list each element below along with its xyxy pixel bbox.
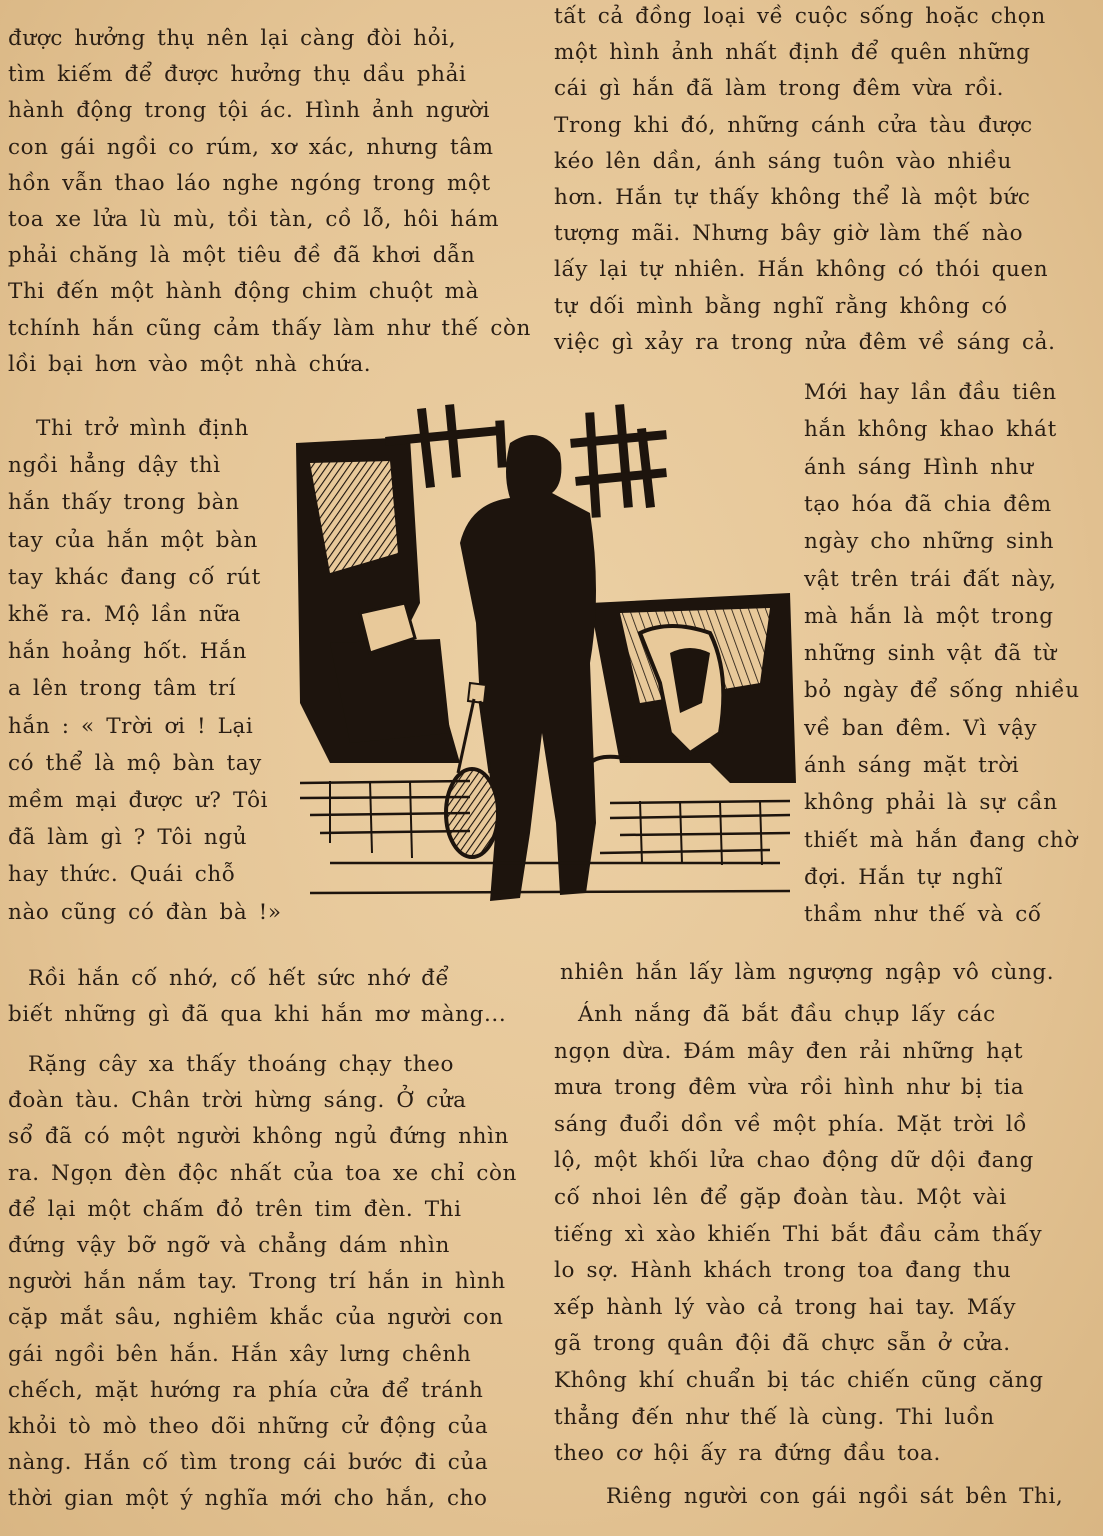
text-line: hơn. Hắn tự thấy không thể là một bức: [554, 185, 1031, 210]
text-line: phải chăng là một tiêu đề đã khơi dẫn: [8, 243, 476, 269]
text-line: ánh sáng Hình như: [804, 454, 1034, 480]
text-line: thẳng đến như thế là cùng. Thi luồn: [554, 1404, 995, 1430]
text-line: thiết mà hắn đang chờ: [804, 827, 1078, 853]
text-line: kéo lên dần, ánh sáng tuôn vào nhiều: [554, 148, 1013, 174]
text-line: ngọn dừa. Đám mây đen rải những hạt: [554, 1038, 1024, 1064]
text-line: hắn hoảng hốt. Hắn: [8, 639, 247, 665]
text-line: cặp mắt sâu, nghiêm khắc của người con: [8, 1305, 504, 1331]
text-line: chếch, mặt hướng ra phía cửa để tránh: [8, 1377, 484, 1403]
text-line: thời gian một ý nghĩa mới cho hắn, cho: [8, 1486, 488, 1512]
text-line: Trong khi đó, những cánh cửa tàu được: [554, 112, 1033, 138]
text-line: Thi đến một hành động chim chuột mà: [8, 279, 480, 305]
text-line: gã trong quân đội đã chực sẵn ở cửa.: [554, 1331, 1011, 1357]
text-line: thầm như thế và cố: [804, 902, 1042, 928]
text-line: tchính hắn cũng cảm thấy làm như thế còn: [8, 315, 532, 341]
text-line: tạo hóa đã chia đêm: [804, 491, 1052, 517]
text-line: tự dối mình bằng nghĩ rằng không có: [554, 293, 1008, 319]
text-line: cố nhoi lên để gặp đoàn tàu. Một vài: [554, 1185, 1007, 1210]
text-line: ánh sáng mặt trời: [804, 753, 1020, 778]
text-line: cái gì hắn đã làm trong đêm vừa rồi.: [554, 76, 1005, 102]
text-line: vật trên trái đất này,: [804, 566, 1057, 592]
text-line: Thi trở mình định: [36, 416, 249, 441]
text-line: hay thức. Quái chỗ: [8, 862, 236, 888]
text-line: biết những gì đã qua khi hắn mơ màng...: [8, 1002, 507, 1027]
text-line: Ánh nắng đã bắt đầu chụp lấy các: [578, 1002, 996, 1027]
text-line: mà hắn là một trong: [804, 603, 1054, 629]
text-line: khẽ ra. Mộ lần nữa: [8, 602, 242, 627]
text-line: tiếng xì xào khiến Thi bắt đầu cảm thấy: [554, 1221, 1043, 1247]
text-line: Riêng người con gái ngồi sát bên Thi,: [606, 1484, 1064, 1509]
text-line: sổ đã có một người không ngủ đứng nhìn: [8, 1124, 509, 1150]
text-line: hắn : « Trời ơi ! Lại: [8, 713, 254, 739]
text-line: đứng vậy bỡ ngỡ và chẳng dám nhìn: [8, 1233, 450, 1258]
text-line: ra. Ngọn đèn độc nhất của toa xe chỉ còn: [8, 1160, 517, 1186]
text-line: Rồi hắn cố nhớ, cố hết sức nhớ để: [28, 966, 450, 991]
text-line: Mới hay lần đầu tiên: [804, 380, 1057, 405]
text-line: tay khác đang cố rút: [8, 564, 261, 590]
text-line: con gái ngồi co rúm, xơ xác, nhưng tâm: [8, 134, 494, 160]
text-line: đã làm gì ? Tôi ngủ: [8, 825, 248, 851]
text-line: khỏi tò mò theo dõi những cử động của: [8, 1414, 489, 1439]
text-line: tay của hắn một bàn: [8, 527, 258, 553]
text-line: được hưởng thụ nên lại càng đòi hỏi,: [8, 26, 457, 51]
woodcut-illustration: [290, 403, 798, 915]
text-line: người hắn nắm tay. Trong trí hắn in hình: [8, 1269, 506, 1295]
text-line: bỏ ngày để sống nhiều: [804, 678, 1080, 704]
text-line: đoàn tàu. Chân trời hừng sáng. Ở cửa: [8, 1088, 467, 1114]
text-line: đợi. Hắn tự nghĩ: [804, 864, 1003, 890]
text-line: a lên trong tâm trí: [8, 676, 237, 702]
text-line: mềm mại được ư? Tôi: [8, 788, 269, 813]
text-line: về ban đêm. Vì vậy: [804, 715, 1038, 741]
text-line: gái ngồi bên hắn. Hắn xây lưng chênh: [8, 1341, 472, 1367]
text-line: hồn vẫn thao láo nghe ngóng trong một: [8, 170, 491, 196]
text-line: lo sợ. Hành khách trong toa đang thu: [554, 1258, 1012, 1284]
text-line: Không khí chuẩn bị tác chiến cũng căng: [554, 1368, 1044, 1393]
text-line: tìm kiếm để được hưởng thụ dầu phải: [8, 62, 467, 88]
text-line: việc gì xảy ra trong nửa đêm về sáng cả.: [554, 329, 1056, 355]
text-line: nàng. Hắn cố tìm trong cái bước đi của: [8, 1450, 489, 1476]
text-line: mưa trong đêm vừa rồi hình như bị tia: [554, 1075, 1025, 1101]
text-line: nào cũng có đàn bà !»: [8, 899, 282, 925]
text-line: xếp hành lý vào cả trong hai tay. Mấy: [554, 1294, 1017, 1320]
text-line: toa xe lửa lù mù, tồi tàn, cồ lỗ, hôi hám: [8, 207, 500, 232]
text-line: ngày cho những sinh: [804, 529, 1055, 555]
text-line: những sinh vật đã từ: [804, 641, 1057, 667]
text-line: lộ, một khối lửa chao động dữ dội đang: [554, 1148, 1034, 1174]
text-line: theo cơ hội ấy ra đứng đầu toa.: [554, 1441, 941, 1467]
text-line: Rặng cây xa thấy thoáng chạy theo: [28, 1052, 455, 1077]
text-line: để lại một chấm đỏ trên tim đèn. Thi: [8, 1196, 462, 1222]
text-line: hành động trong tội ác. Hình ảnh người: [8, 98, 491, 124]
text-line: không phải là sự cần: [804, 790, 1058, 816]
text-line: tất cả đồng loại về cuộc sống hoặc chọn: [554, 4, 1046, 29]
text-line: có thể là mộ bàn tay: [8, 750, 262, 776]
text-line: lấy lại tự nhiên. Hắn không có thói quen: [554, 257, 1049, 283]
text-line: hắn thấy trong bàn: [8, 490, 240, 516]
text-line: lồi bại hơn vào một nhà chứa.: [8, 351, 372, 377]
text-line: tượng mãi. Nhưng bây giờ làm thế nào: [554, 221, 1024, 247]
text-line: một hình ảnh nhất định để quên những: [554, 40, 1031, 66]
text-line: hắn không khao khát: [804, 417, 1057, 443]
text-line: sáng đuổi dồn về một phía. Mặt trời lồ: [554, 1111, 1028, 1137]
text-line: ngồi hẳng dậy thì: [8, 453, 221, 479]
text-line: nhiên hắn lấy làm ngượng ngập vô cùng.: [560, 960, 1055, 985]
